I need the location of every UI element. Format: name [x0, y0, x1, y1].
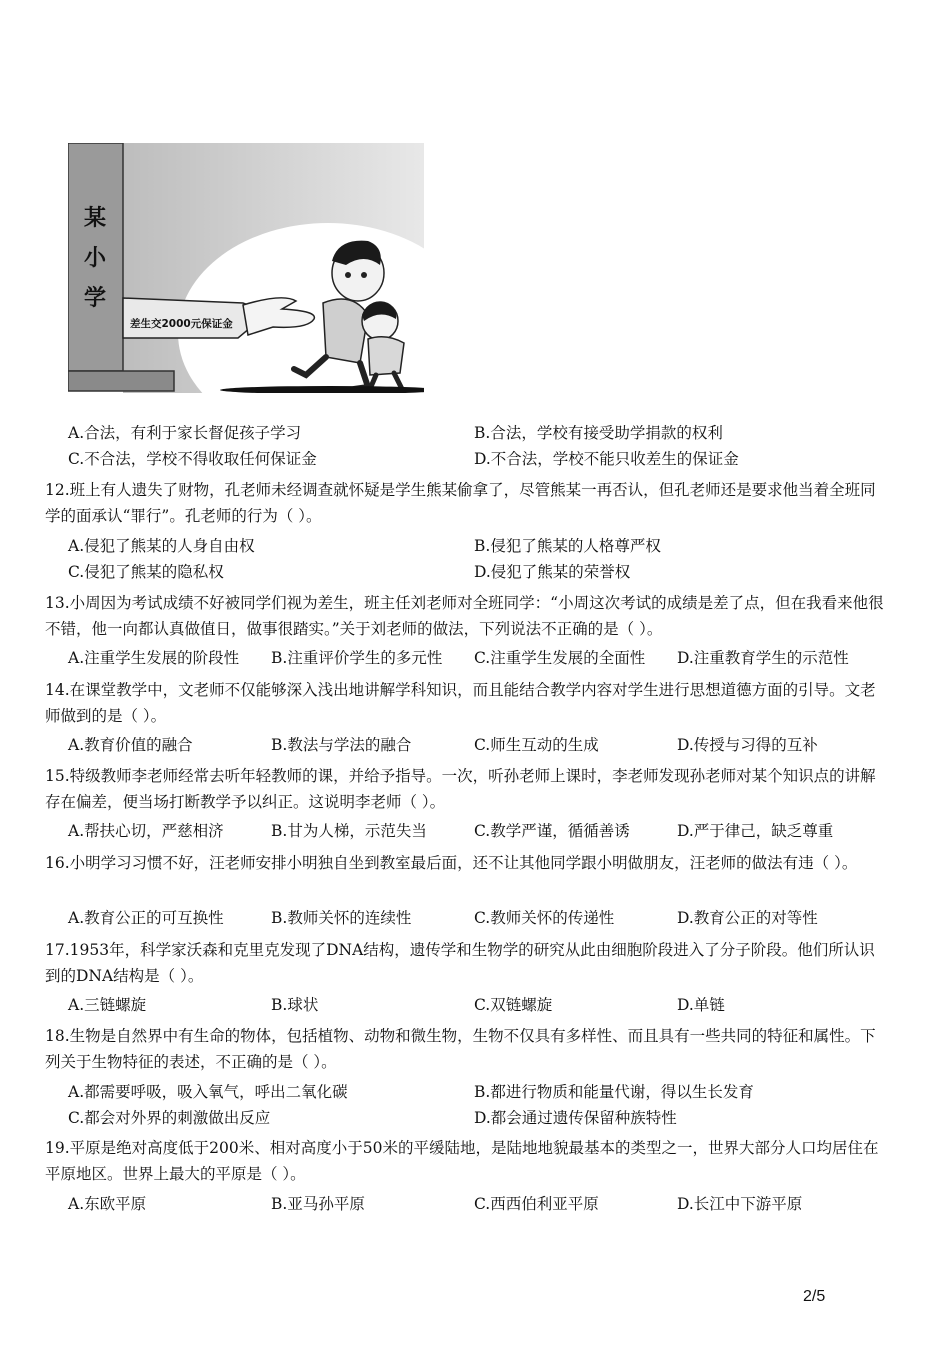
question-number: 13.: [45, 594, 70, 612]
question-17: [45, 937, 885, 989]
option-a: A.帮扶心切，严慈相济: [68, 822, 224, 840]
building-char-1: 某: [83, 206, 107, 231]
question-number: 15.: [45, 767, 70, 785]
option-a: A.注重学生发展的阶段性: [68, 649, 240, 667]
option-d: D.注重教育学生的示范性: [677, 649, 849, 667]
question-16: [45, 850, 885, 876]
option-b: B.教法与学法的融合: [271, 736, 412, 754]
question-number: 18.: [45, 1027, 70, 1045]
q11-options: [68, 420, 888, 472]
option-c: C.都会对外界的刺激做出反应: [68, 1109, 271, 1127]
question-stem: 小周因为考试成绩不好被同学们视为差生，班主任刘老师对全班同学：“小周这次考试的成绩是差了点，但在我看来他很不错，他一向都认真做值日，做事很踏实。”关于刘老师的做法，下列说法不正确的是（ ）。: [45, 594, 884, 638]
sign-text: 差生交2000元保证金: [130, 318, 233, 330]
question-stem: 生物是自然界中有生命的物体，包括植物、动物和微生物，生物不仅具有多样性、而且具有一些共同的特征和属性。下列关于生物特征的表述，不正确的是（ ）。: [45, 1027, 876, 1071]
option-d: D.长江中下游平原: [677, 1195, 803, 1213]
question-stem: 平原是绝对高度低于200米、相对高度小于50米的平缓陆地，是陆地地貌最基本的类型之一，世界大部分人口均居住在平原地区。世界上最大的平原是（ ）。: [45, 1139, 879, 1183]
option-a: A.教育价值的融合: [68, 736, 193, 754]
option-a: A.教育公正的可互换性: [68, 909, 224, 927]
building-char-2: 小: [83, 246, 107, 271]
question-number: 19.: [45, 1139, 70, 1157]
question-number: 16.: [45, 854, 70, 872]
option-b: B.甘为人梯，示范失当: [271, 822, 427, 840]
building-char-3: 学: [83, 286, 107, 311]
q12-options: [68, 533, 888, 585]
question-stem: 小明学习习惯不好，汪老师安排小明独自坐到教室最后面，还不让其他同学跟小明做朋友，汪老师的做法有违（ ）。: [69, 854, 858, 872]
option-b: B.亚马孙平原: [271, 1195, 365, 1213]
option-a: A.三链螺旋: [68, 996, 147, 1014]
option-c: C.注重学生发展的全面性: [474, 649, 646, 667]
question-18: [45, 1023, 885, 1075]
option-a: A.侵犯了熊某的人身自由权: [68, 537, 255, 555]
question-stem: 班上有人遗失了财物，孔老师未经调查就怀疑是学生熊某偷拿了，尽管熊某一再否认，但孔老师还是要求他当着全班同学的面承认“罪行”。孔老师的行为（ ）。: [45, 481, 876, 525]
page-number: 2/5: [803, 1288, 826, 1305]
q19-options: [68, 1191, 888, 1217]
q17-options: [68, 992, 888, 1018]
question-stem: 特级教师李老师经常去听年轻教师的课，并给予指导。一次，听孙老师上课时，李老师发现孙老师对某个知识点的讲解存在偏差，便当场打断教学予以纠正。这说明李老师（ ）。: [45, 767, 876, 811]
option-c: C.教师关怀的传递性: [474, 909, 615, 927]
question-13: [45, 590, 885, 642]
option-d: D.教育公正的对等性: [677, 909, 818, 927]
option-c: C.教学严谨，循循善诱: [474, 822, 630, 840]
option-b: B.都进行物质和能量代谢，得以生长发育: [474, 1083, 754, 1101]
q13-options: [68, 645, 888, 671]
q14-options: [68, 732, 888, 758]
question-stem: 在课堂教学中，文老师不仅能够深入浅出地讲解学科知识，而且能结合教学内容对学生进行思想道德方面的引导。文老师做到的是（ ）。: [45, 681, 876, 725]
option-c: C.西西伯利亚平原: [474, 1195, 599, 1213]
q11-option-c: C.不合法，学校不得收取任何保证金: [68, 450, 317, 468]
option-d: D.侵犯了熊某的荣誉权: [474, 563, 631, 581]
q11-option-b: B.合法，学校有接受助学捐款的权利: [474, 424, 723, 442]
option-d: D.单链: [677, 996, 725, 1014]
question-number: 14.: [45, 681, 70, 699]
option-c: C.师生互动的生成: [474, 736, 599, 754]
question-14: [45, 677, 885, 729]
q16-options: [68, 905, 888, 931]
q11-option-d: D.不合法，学校不能只收差生的保证金: [474, 450, 739, 468]
question-number: 17.: [45, 941, 70, 959]
question-stem: 1953年，科学家沃森和克里克发现了DNA结构，遗传学和生物学的研究从此由细胞阶段进入了分子阶段。他们所认识到的DNA结构是（ ）。: [45, 941, 875, 985]
option-c: C.双链螺旋: [474, 996, 553, 1014]
question-19: [45, 1135, 885, 1187]
boy-body: [368, 337, 404, 375]
man-body: [323, 299, 368, 363]
option-d: D.都会通过遗传保留种族特性: [474, 1109, 677, 1127]
question-number: 12.: [45, 481, 70, 499]
question-15: [45, 763, 885, 815]
option-c: C.侵犯了熊某的隐私权: [68, 563, 224, 581]
option-b: B.球状: [271, 996, 319, 1014]
option-a: A.东欧平原: [68, 1195, 147, 1213]
q18-options: [68, 1079, 888, 1131]
q11-option-a: A.合法，有利于家长督促孩子学习: [68, 424, 302, 442]
option-d: D.严于律己，缺乏尊重: [677, 822, 834, 840]
option-b: B.注重评价学生的多元性: [271, 649, 443, 667]
option-a: A.都需要呼吸，吸入氧气，呼出二氧化碳: [68, 1083, 348, 1101]
option-b: B.侵犯了熊某的人格尊严权: [474, 537, 661, 555]
q15-options: [68, 818, 888, 844]
question-12: [45, 477, 885, 529]
option-b: B.教师关怀的连续性: [271, 909, 412, 927]
option-d: D.传授与习得的互补: [677, 736, 818, 754]
cartoon-illustration: [68, 143, 424, 393]
